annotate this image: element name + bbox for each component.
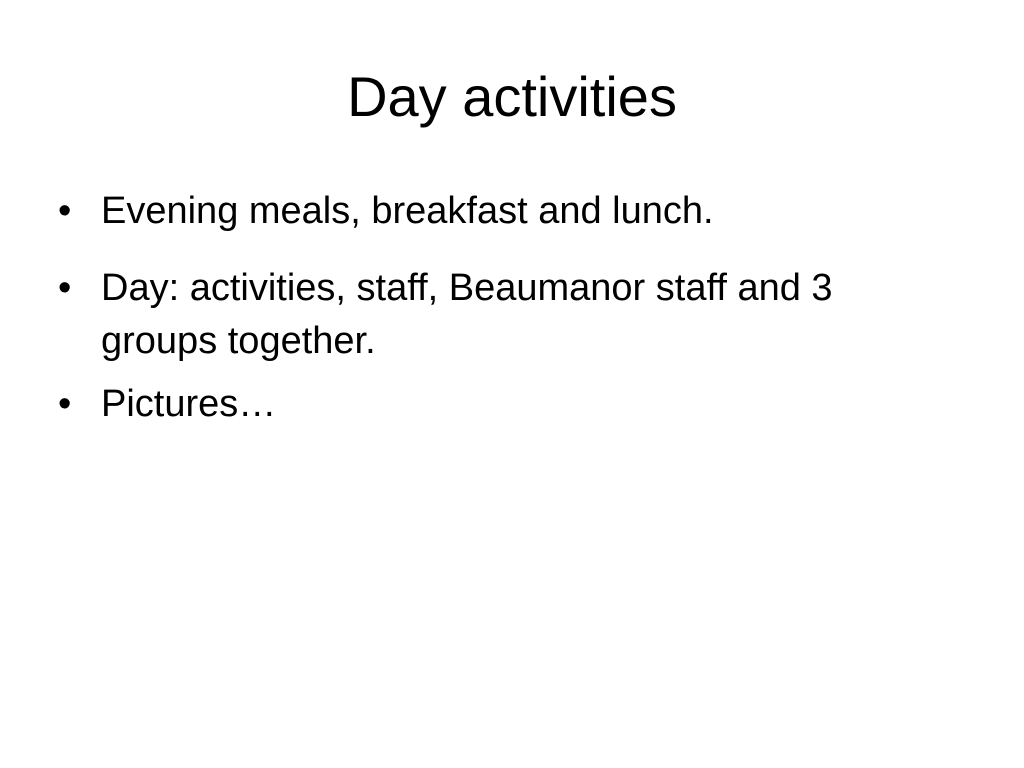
bullet-text: Evening meals, breakfast and lunch. xyxy=(101,190,714,232)
bullet-text: Day: activities, staff, Beaumanor staff and 3 groups together. xyxy=(101,267,833,362)
slide-title: Day activities xyxy=(347,65,677,128)
bullet-text: Pictures… xyxy=(101,383,277,425)
bullet-dot-icon: • xyxy=(58,267,72,309)
bullet-dot-icon: • xyxy=(58,190,72,232)
bullet-list xyxy=(58,185,958,431)
bullet-item xyxy=(58,378,958,431)
bullet-dot-icon: • xyxy=(58,383,72,425)
bullet-item xyxy=(58,185,958,238)
bullet-item xyxy=(58,262,958,368)
